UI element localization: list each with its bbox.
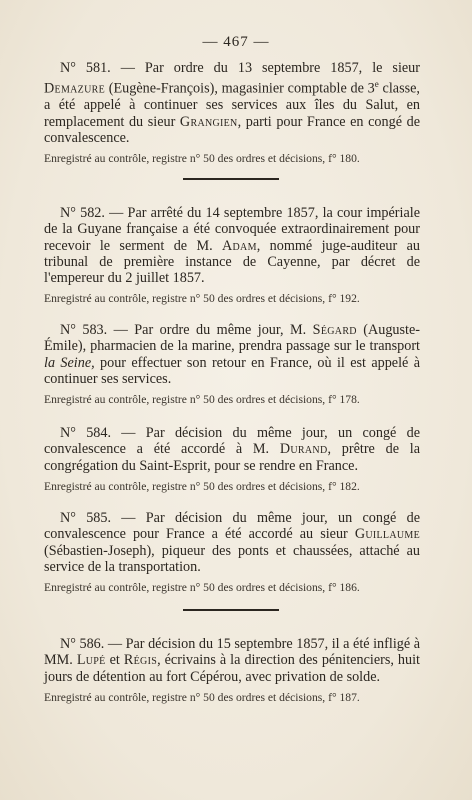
entry-585 — [44, 510, 420, 595]
person-name: Lupé — [76, 652, 106, 669]
entry-text: N° 583. — Par ordre du même jour, M. Ségard (Auguste-Émile), pharmacien de la marine, prendra passage sur le transport la Seine, pour effectuer son retour en France, où il est appelé à continuer ses services. — [44, 322, 420, 387]
person-name: Grangien — [179, 113, 238, 130]
registry-note: Enregistré au contrôle, registre n° 50 des ordres et décisions, f° 178. — [44, 393, 360, 407]
ship-name: la Seine, — [44, 354, 95, 371]
entry-number: N° 581. — [60, 60, 111, 76]
person-name: Adam — [221, 237, 257, 254]
entry-text: N° 581. — Par ordre du 13 septembre 1857, le sieur Demazure (Eugène-François), magasinier comptable de 3e classe, a été appelé à continuer ses services aux îles du Salut, en remplacement du sieur Grangien, parti pour France en congé de convalescence. — [44, 60, 421, 146]
entry-text: N° 582. — Par arrêté du 14 septembre 1857, la cour impériale de la Guyane française a été convoquée extraordinairement pour recevoir le serment de M. Adam, nommé juge-auditeur au tribunal de première instance de Cayenne, par décret de l'empereur du 2 juillet 1857. — [44, 205, 420, 287]
entry-text: N° 586. — Par décision du 15 septembre 1857, il a été infligé à MM. Lupé et Régis, écrivains à la direction des pénitenciers, huit jours de détention au fort Cépérou, avec privation de solde. — [44, 636, 421, 685]
registry-note: Enregistré au contrôle, registre n° 50 des ordres et décisions, f° 182. — [44, 479, 360, 493]
registry-note: Enregistré au contrôle, registre n° 50 des ordres et décisions, f° 186. — [44, 581, 360, 595]
person-name: Guillaume — [354, 526, 420, 543]
registry-note: Enregistré au contrôle, registre n° 50 des ordres et décisions, f° 192. — [44, 292, 360, 306]
entry-581 — [44, 60, 420, 166]
page-number: — 467 — — [202, 34, 270, 50]
entry-number: N° 586. — [60, 636, 105, 652]
section-divider — [183, 178, 279, 180]
entry-text: N° 584. — Par décision du même jour, un congé de convalescence a été accordé à M. Durand, prêtre de la congrégation du Saint-Esprit, pour se rendre en France. — [44, 425, 420, 474]
person-name: Durand — [279, 441, 328, 458]
registry-note: Enregistré au contrôle, registre n° 50 des ordres et décisions, f° 187. — [44, 690, 360, 704]
entry-583 — [44, 322, 420, 407]
section-divider — [183, 609, 279, 611]
entry-number: N° 583. — [60, 322, 108, 338]
registry-note: Enregistré au contrôle, registre n° 50 des ordres et décisions, f° 180. — [44, 152, 360, 166]
person-name: Ségard — [312, 322, 357, 338]
entry-586 — [44, 636, 420, 705]
entry-number: N° 585. — [60, 510, 112, 526]
entry-text: N° 585. — Par décision du même jour, un congé de convalescence pour France a été accordé au sieur Guillaume (Sébastien-Joseph), piqueur des ponts et chaussées, attaché au service de la transportation. — [44, 510, 420, 575]
person-name: Demazure — [44, 81, 105, 98]
entry-number: N° 584. — [60, 425, 112, 441]
entry-number: N° 582. — [60, 205, 105, 221]
entry-582 — [44, 205, 420, 306]
entry-584 — [44, 425, 420, 494]
person-name: Régis — [123, 652, 158, 669]
